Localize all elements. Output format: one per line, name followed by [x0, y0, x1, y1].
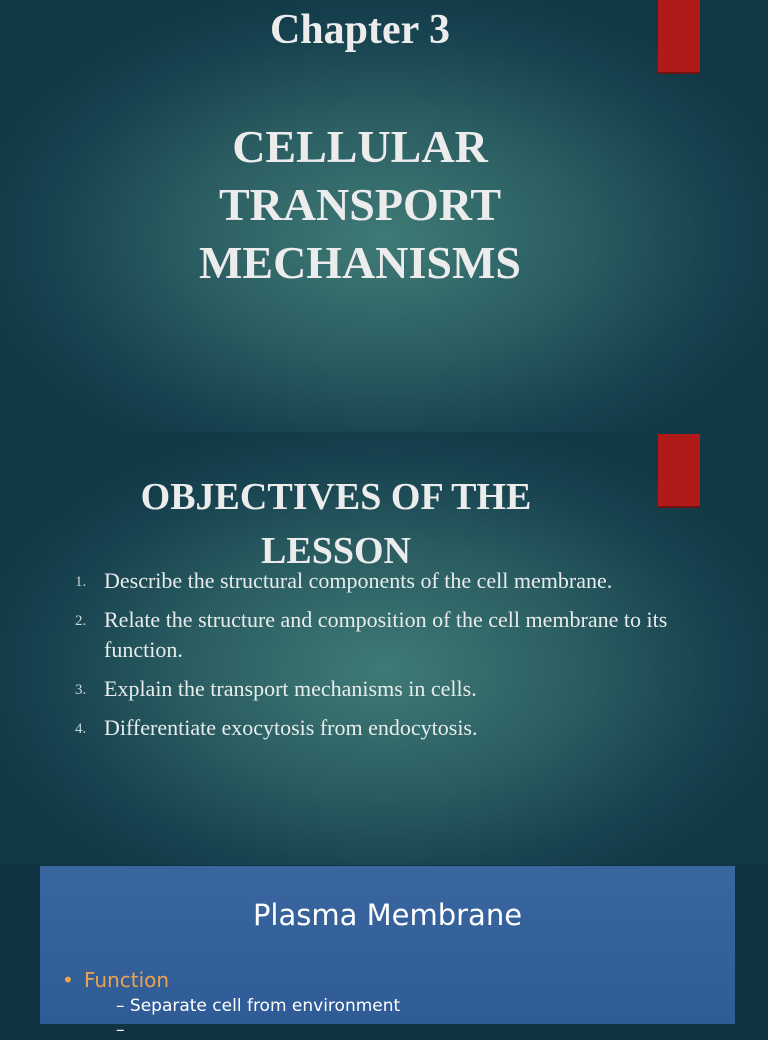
- item-number: 4.: [75, 721, 87, 737]
- sub-item: – Separate cell from environment: [116, 996, 401, 1016]
- slide-objectives: [0, 432, 768, 865]
- red-accent-bar: [658, 434, 700, 508]
- list-item: [75, 605, 745, 665]
- title-line: MECHANISMS: [198, 237, 522, 288]
- slide-plasma-membrane: [40, 866, 735, 1040]
- chapter-heading: Chapter 3: [269, 7, 451, 53]
- sub-item-partial: –: [116, 1020, 125, 1040]
- title-line: LESSON: [261, 530, 411, 572]
- item-text: Differentiate exocytosis from endocytosis.: [104, 715, 478, 740]
- objectives-title: [96, 470, 576, 578]
- title-line: TRANSPORT: [218, 179, 502, 230]
- chapter-title: [0, 118, 720, 292]
- objectives-list: [75, 566, 745, 752]
- item-number: 2.: [75, 613, 87, 629]
- title-line: OBJECTIVES OF THE: [140, 476, 532, 518]
- item-number: 1.: [75, 574, 87, 590]
- bullet-label: Function: [84, 968, 170, 992]
- bullet-dot-icon: •: [62, 968, 74, 992]
- list-item: [75, 674, 745, 704]
- slide-chapter-title: [0, 0, 768, 432]
- item-text: Explain the transport mechanisms in cells.: [104, 676, 477, 701]
- item-text: Relate the structure and composition of the cell membrane to its function.: [104, 607, 668, 662]
- list-item: [75, 566, 745, 596]
- item-number: 3.: [75, 682, 87, 698]
- item-text: Describe the structural components of the cell membrane.: [104, 568, 613, 593]
- slide-title: Plasma Membrane: [252, 898, 523, 932]
- title-line: CELLULAR: [232, 121, 488, 172]
- bullet-function: [62, 968, 170, 992]
- list-item: [75, 713, 745, 743]
